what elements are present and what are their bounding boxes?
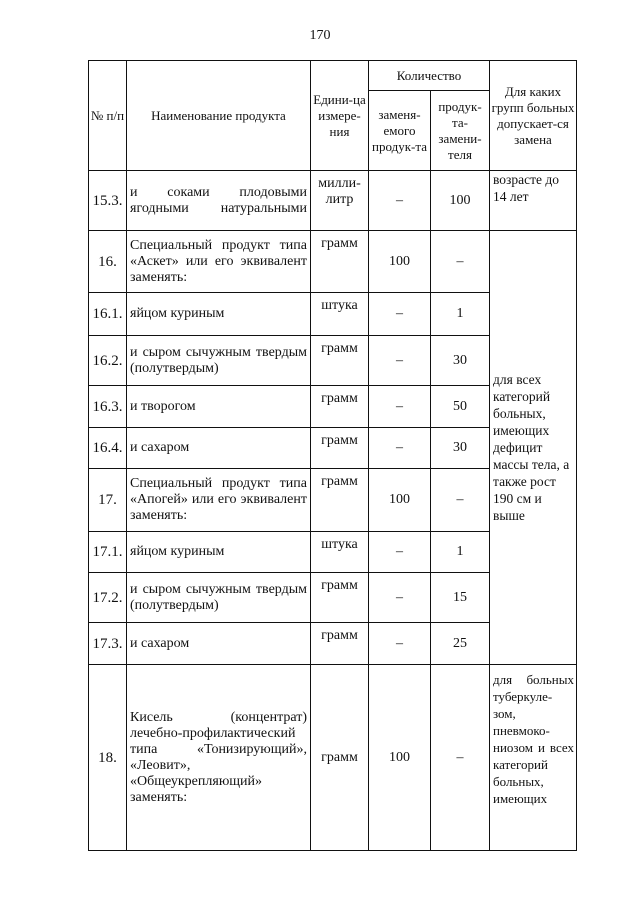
row-name: и сыром сычужным твердым (полутвердым): [127, 573, 311, 623]
row-replacing: –: [431, 469, 490, 532]
row-name: и творогом: [127, 386, 311, 428]
row-num: 15.3.: [89, 171, 127, 231]
header-qty: Количество: [369, 61, 490, 91]
row-replacing: –: [431, 665, 490, 851]
header-num: № п/п: [89, 61, 127, 171]
row-num: 16.1.: [89, 293, 127, 336]
row-unit: грамм: [311, 469, 369, 532]
replacement-table-sheet: [88, 60, 576, 848]
table-row: [89, 665, 577, 851]
row-replacing: 30: [431, 336, 490, 386]
row-num: 17.3.: [89, 623, 127, 665]
row-num: 17.1.: [89, 532, 127, 573]
row-name: яйцом куриным: [127, 293, 311, 336]
row-name: и сахаром: [127, 623, 311, 665]
page-number: 170: [309, 28, 331, 43]
row-replacing: –: [431, 231, 490, 293]
row-unit: грамм: [311, 665, 369, 851]
row-num: 17.: [89, 469, 127, 532]
row-unit: грамм: [311, 623, 369, 665]
row-replaced: –: [369, 573, 431, 623]
row-replaced: 100: [369, 665, 431, 851]
row-replaced: –: [369, 623, 431, 665]
row-replacing: 15: [431, 573, 490, 623]
row-name: яйцом куриным: [127, 532, 311, 573]
row-name: Кисель (концентрат) лечебно-профилактический типа «Тонизирующий», «Леовит», «Общеукрепляющий» заменять:: [127, 665, 311, 851]
row-replacing: 100: [431, 171, 490, 231]
header-qty-replacing: продук-та-замени-теля: [431, 91, 490, 171]
row-replacing: 1: [431, 293, 490, 336]
row-replaced: –: [369, 336, 431, 386]
row-name: Специальный продукт типа «Апогей» или его эквивалент заменять:: [127, 469, 311, 532]
groups-18: для больных туберкуле-зом, пневмоко-ниозом и всех категорий больных, имеющих: [493, 672, 574, 806]
row-replaced: –: [369, 532, 431, 573]
groups-15: возрасте до 14 лет: [490, 171, 577, 231]
row-name: и сыром сычужным твердым (полутвердым): [127, 336, 311, 386]
header-qty-replaced: заменя-емого продук-та: [369, 91, 431, 171]
row-num: 16.4.: [89, 428, 127, 469]
row-unit: штука: [311, 532, 369, 573]
row-unit: грамм: [311, 336, 369, 386]
row-replacing: 30: [431, 428, 490, 469]
row-unit: грамм: [311, 386, 369, 428]
groups-16-17: для всех категорий больных, имеющих дефицит массы тела, а также рост 190 см и выше: [490, 231, 577, 665]
row-name: и сахаром: [127, 428, 311, 469]
row-replaced: –: [369, 428, 431, 469]
row-unit: милли-литр: [311, 171, 369, 231]
row-num: 18.: [89, 665, 127, 851]
row-replaced: 100: [369, 231, 431, 293]
table-row: [89, 231, 577, 293]
row-unit: грамм: [311, 573, 369, 623]
row-name: Специальный продукт типа «Аскет» или его эквивалент заменять:: [127, 231, 311, 293]
row-unit: штука: [311, 293, 369, 336]
row-replacing: 1: [431, 532, 490, 573]
row-replaced: –: [369, 386, 431, 428]
header-row: [89, 61, 577, 91]
row-name: и соками плодовыми ягодными натуральными: [127, 171, 311, 231]
row-num: 17.2.: [89, 573, 127, 623]
row-unit: грамм: [311, 231, 369, 293]
row-unit: грамм: [311, 428, 369, 469]
row-num: 16.2.: [89, 336, 127, 386]
header-groups: Для каких групп больных допускает-ся замена: [490, 61, 577, 171]
header-unit: Едини-ца измере-ния: [311, 61, 369, 171]
row-replacing: 25: [431, 623, 490, 665]
row-replaced: 100: [369, 469, 431, 532]
row-num: 16.3.: [89, 386, 127, 428]
header-name: Наименование продукта: [127, 61, 311, 171]
replacement-table: [88, 60, 577, 851]
groups-18-cell: [490, 665, 577, 851]
row-num: 16.: [89, 231, 127, 293]
table-row: [89, 171, 577, 231]
row-replaced: –: [369, 293, 431, 336]
row-replacing: 50: [431, 386, 490, 428]
row-replaced: –: [369, 171, 431, 231]
